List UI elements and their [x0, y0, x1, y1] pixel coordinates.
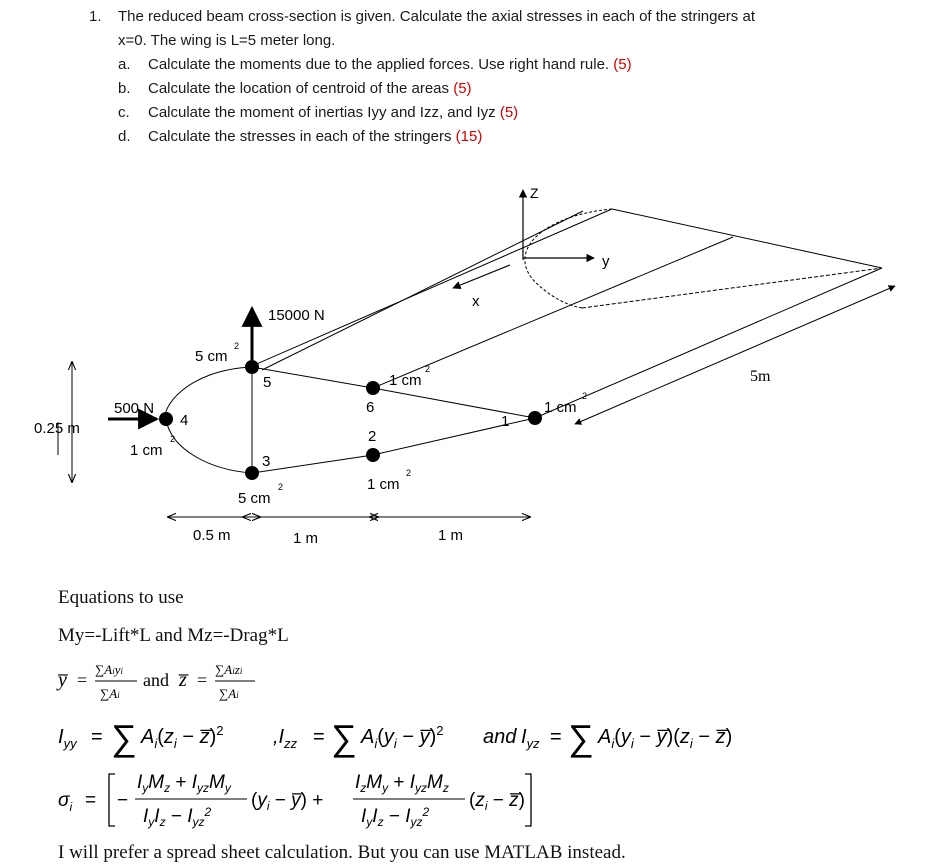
item-b-points: (5)	[453, 80, 472, 97]
node-label-3: 3	[262, 453, 271, 470]
node-label-5: 5	[263, 374, 272, 391]
lift-force-label: 15000 N	[268, 307, 325, 324]
svg-text:Ai(zi − z̅)2: $A_i(z_i$ − z̅)$^2$	[141, 723, 224, 751]
svg-text:IyMz + IyzMy: $I_yM_z + I_{yz}M_y$	[137, 772, 231, 795]
svg-text:Ai(yi − y̅)2: $A_i(y_i$ − y̅)$^2$	[361, 723, 444, 751]
wing-edge-top-2	[262, 211, 583, 370]
upper-skin-aft	[373, 388, 535, 418]
inertia-and: and	[483, 726, 517, 748]
stress-equation	[55, 766, 615, 832]
y-axis-label: y	[602, 253, 610, 270]
area-sup-1: 2	[582, 391, 588, 401]
item-c-points: (5)	[499, 104, 519, 121]
item-c-text: Calculate the moment of inertias Iyy and Izz, and Iyz	[148, 104, 496, 121]
svg-text:(zi − z̅): ($z_i$ − z̅)	[469, 790, 525, 813]
svg-text:∑Ai: ∑Ai	[219, 686, 239, 701]
wing-edge-trailing	[535, 268, 882, 418]
node-label-4: 4	[180, 412, 189, 429]
closing-note: I will prefer a spread sheet calculation. But you can use MATLAB instead.	[58, 842, 626, 863]
svg-text:∑: ∑	[568, 717, 594, 758]
svg-text:σi: $\sigma_i$	[58, 790, 73, 814]
svg-text:z̅: z̅	[179, 669, 187, 691]
item-a-label: a.	[118, 56, 131, 73]
svg-text:=: =	[91, 726, 103, 748]
equations-heading: Equations to use	[58, 587, 184, 608]
svg-text:=: =	[85, 790, 97, 811]
svg-text:IyIz − Iyz2: $I_yI_z - I_{yz}^2$	[361, 805, 430, 829]
svg-text:∑: ∑	[111, 717, 137, 758]
centroid-and: and	[143, 670, 169, 690]
svg-text:∑Aizi: ∑Aizi	[215, 662, 243, 677]
centroid-equation	[55, 657, 355, 705]
moment-equations: My=-Lift*L and Mz=-Drag*L	[58, 625, 289, 646]
svg-text:−: −	[117, 790, 129, 811]
svg-text:IzMy + IyzMz: $I_zM_y + I_{yz}M_z$	[355, 772, 449, 795]
node-label-2: 2	[368, 428, 377, 445]
node-label-6: 6	[366, 399, 375, 416]
stringer-4	[159, 412, 173, 426]
item-b-text: Calculate the location of centroid of the areas	[148, 80, 450, 97]
question-line-1: The reduced beam cross-section is given. Calculate the axial stresses in each of the stringers at	[118, 8, 755, 25]
wing-tip-bottom	[582, 268, 882, 308]
svg-text:IyIz − Iyz2: $I_yI_z - I_{yz}^2$	[143, 805, 212, 829]
inertia-equation	[55, 712, 775, 762]
item-c-label: c.	[118, 104, 130, 121]
dim-a-label: 0.5 m	[193, 527, 231, 544]
stringer-5	[245, 360, 259, 374]
dim-b-label: 1 m	[293, 530, 319, 547]
question-number: 1.	[89, 8, 102, 25]
drag-force-label: 500 N	[114, 400, 155, 417]
svg-text:(yi − y̅) +: ($y_i$ − y̅) +	[251, 790, 324, 813]
area-label-2: 1 cm	[367, 476, 400, 493]
lower-skin-aft	[373, 418, 535, 455]
span-dimension	[575, 286, 895, 424]
item-d-points: (15)	[455, 128, 483, 145]
svg-text:,Izz: $,I_{zz}$	[273, 726, 298, 751]
svg-text:Iyz: $I_{yz}$	[521, 726, 540, 751]
stringer-2	[366, 448, 380, 462]
svg-text:=: =	[313, 726, 325, 748]
stringer-1	[528, 411, 542, 425]
svg-text:=: =	[77, 670, 88, 690]
svg-text:∑Aiyi: ∑Aiyi	[95, 662, 124, 677]
svg-text:Iyy: $I_{yy}$	[58, 726, 77, 751]
dim-c-label: 1 m	[438, 527, 464, 544]
area-label-1: 1 cm	[544, 399, 577, 416]
area-label-3: 5 cm	[238, 490, 271, 507]
area-sup-4: 2	[170, 434, 176, 444]
svg-text:=: =	[197, 670, 208, 690]
area-sup-2: 2	[406, 468, 412, 478]
area-sup-6: 2	[425, 364, 431, 374]
item-b-label: b.	[118, 80, 131, 97]
item-d-label: d.	[118, 128, 131, 145]
area-label-4: 1 cm	[130, 442, 163, 459]
area-sup-5: 2	[234, 341, 240, 351]
item-a-text: Calculate the moments due to the applied forces. Use right hand rule.	[148, 56, 610, 73]
item-d-text: Calculate the stresses in each of the stringers	[148, 128, 452, 145]
span-label: 5m	[750, 368, 771, 385]
wing-edge-top	[252, 209, 612, 366]
nose-arc	[165, 367, 252, 473]
area-label-6: 1 cm	[389, 372, 422, 389]
item-a-points: (5)	[613, 56, 632, 73]
svg-text:=: =	[550, 726, 562, 748]
svg-text:∑: ∑	[331, 717, 357, 758]
x-axis-arrow	[453, 265, 510, 288]
area-sup-3: 2	[278, 482, 284, 492]
stringer-3	[245, 466, 259, 480]
area-label-5: 5 cm	[195, 348, 228, 365]
svg-text:y̅: y̅	[58, 669, 67, 691]
wing-tip-top	[612, 209, 882, 268]
svg-text:Ai(yi − y̅)(zi − z̅): $A_i(y_i$ − $y̅)(z_i$ − z̅)	[598, 726, 733, 751]
node-label-1: 1	[501, 413, 510, 430]
question-line-2: x=0. The wing is L=5 meter long.	[118, 32, 336, 49]
z-axis-label: Z	[530, 185, 539, 201]
stringer-6	[366, 381, 380, 395]
x-axis-label: x	[472, 293, 480, 310]
svg-text:∑Ai: ∑Ai	[100, 686, 120, 701]
height-label: 0.25 m	[34, 420, 80, 437]
